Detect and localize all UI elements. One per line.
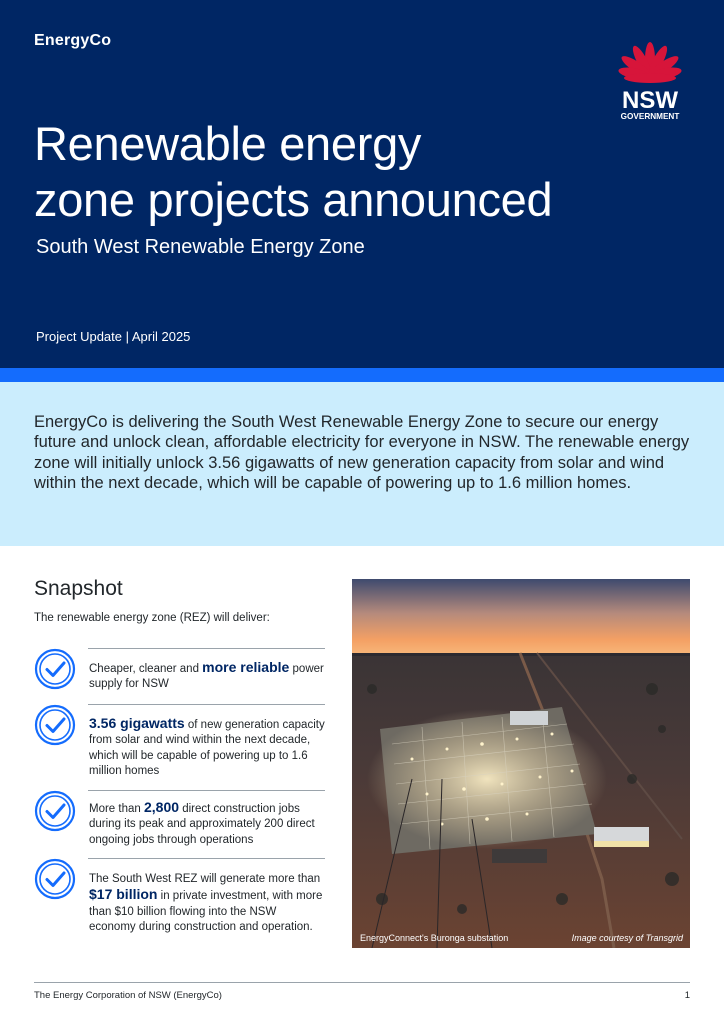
intro-panel [0, 382, 724, 546]
check-circle-icon [34, 704, 76, 746]
snapshot-title: Snapshot [34, 577, 123, 600]
page-title [34, 116, 552, 228]
photo-caption: EnergyConnect's Buronga substation [360, 933, 509, 943]
footer-text: The Energy Corporation of NSW (EnergyCo) [34, 990, 222, 1001]
item-text [89, 800, 325, 848]
item-highlight: more reliable [202, 659, 290, 675]
item-text [89, 872, 325, 935]
item-text-post: of new generation capacity from solar and wind within the next decade, which will be capable of powering up to 1.6 million homes [89, 719, 325, 777]
check-circle-icon [34, 648, 76, 690]
item-divider [88, 704, 325, 705]
page-number: 1 [684, 990, 690, 1001]
item-highlight: $17 billion [89, 886, 158, 903]
logo-text: NSW [622, 87, 678, 114]
substation-photo [352, 579, 690, 948]
publication-meta: Project Update | April 2025 [36, 329, 191, 344]
footer-divider [34, 982, 690, 983]
logo-subtext: GOVERNMENT [620, 112, 680, 121]
item-text [89, 716, 325, 779]
item-text [89, 660, 325, 693]
substation-illustration [352, 579, 690, 948]
item-text-pre: More than [89, 803, 144, 815]
title-line-1: Renewable energy [34, 117, 422, 170]
waratah-icon [618, 42, 683, 83]
item-divider [88, 790, 325, 791]
item-highlight: 2,800 [143, 799, 180, 815]
item-text-pre: Cheaper, cleaner and [89, 663, 203, 675]
intro-text: EnergyCo is delivering the South West Renewable Energy Zone to secure our energy future and unlock clean, affordable electricity for everyone in NSW. The renewable energy zone will initially unlock 3.56 gigawatts of new generation capacity from solar and wind within the next decade, which will be capable of powering up to 1.6 million homes. [34, 413, 690, 492]
item-text-post: power supply for NSW [89, 663, 324, 691]
nsw-government-logo [604, 32, 696, 124]
item-text-post: direct construction jobs during its peak and approximately 200 direct ongoing jobs through operations [89, 803, 315, 846]
item-divider [88, 648, 325, 649]
title-line-2: zone projects announced [34, 173, 553, 226]
accent-band [0, 368, 724, 382]
snapshot-intro: The renewable energy zone (REZ) will deliver: [34, 612, 270, 624]
check-circle-icon [34, 858, 76, 900]
cover-header [0, 0, 724, 368]
photo-credit: Image courtesy of Transgrid [571, 933, 683, 943]
page-subtitle: South West Renewable Energy Zone [36, 236, 365, 258]
item-highlight: 3.56 gigawatts [89, 715, 185, 731]
item-text-pre: The South West REZ will generate more than [89, 873, 321, 885]
item-text-post: in private investment, with more than $10 billion flowing into the NSW economy during construction and operation. [89, 890, 323, 933]
item-divider [88, 858, 325, 859]
check-circle-icon [34, 790, 76, 832]
brand-name: EnergyCo [34, 32, 112, 49]
